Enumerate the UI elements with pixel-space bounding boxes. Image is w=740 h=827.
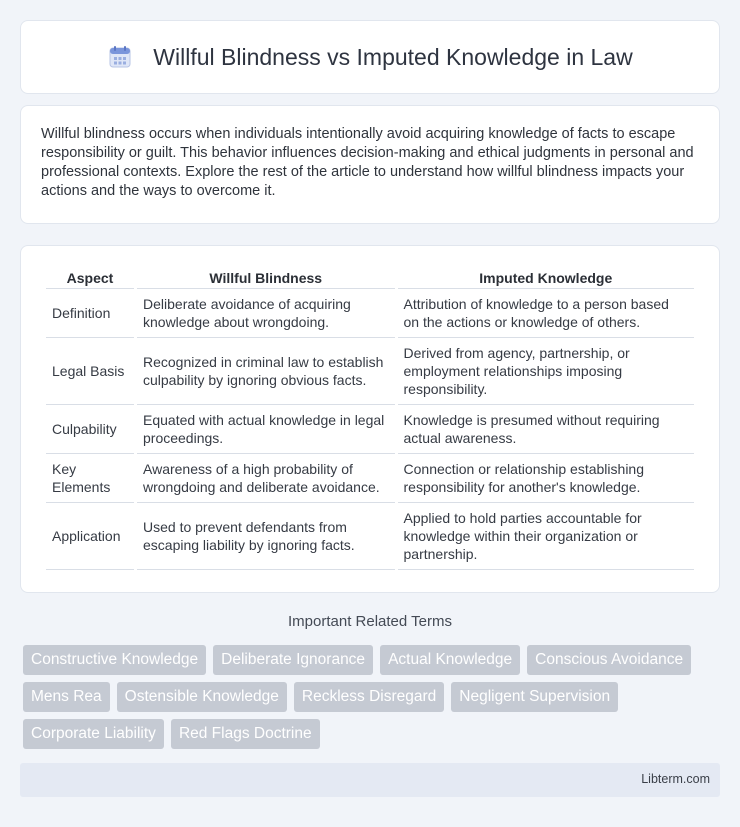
related-term-tag[interactable]: Red Flags Doctrine	[171, 719, 320, 749]
aspect-cell: Legal Basis	[46, 338, 134, 405]
willful-blindness-cell: Recognized in criminal law to establish culpability by ignoring obvious facts.	[137, 338, 395, 405]
related-term-tag[interactable]: Constructive Knowledge	[23, 645, 206, 675]
related-term-tag[interactable]: Mens Rea	[23, 682, 110, 712]
related-term-tag[interactable]: Reckless Disregard	[294, 682, 444, 712]
table-row	[46, 289, 694, 338]
column-header-aspect: Aspect	[46, 266, 134, 289]
related-term-tag[interactable]: Ostensible Knowledge	[117, 682, 287, 712]
column-header-imputed-knowledge: Imputed Knowledge	[398, 266, 694, 289]
willful-blindness-cell: Deliberate avoidance of acquiring knowledge about wrongdoing.	[137, 289, 395, 338]
table-row	[46, 405, 694, 454]
footer-site-link[interactable]: Libterm.com	[641, 772, 710, 786]
intro-card	[20, 105, 720, 224]
imputed-knowledge-cell: Knowledge is presumed without requiring actual awareness.	[398, 405, 694, 454]
related-terms-list	[20, 645, 720, 749]
aspect-cell: Key Elements	[46, 454, 134, 503]
related-term-tag[interactable]: Deliberate Ignorance	[213, 645, 373, 675]
willful-blindness-cell: Equated with actual knowledge in legal proceedings.	[137, 405, 395, 454]
table-row	[46, 454, 694, 503]
imputed-knowledge-cell: Attribution of knowledge to a person based on the actions or knowledge of others.	[398, 289, 694, 338]
willful-blindness-cell: Used to prevent defendants from escaping liability by ignoring facts.	[137, 503, 395, 570]
aspect-cell: Culpability	[46, 405, 134, 454]
related-term-tag[interactable]: Actual Knowledge	[380, 645, 520, 675]
imputed-knowledge-cell: Derived from agency, partnership, or employment relationships imposing responsibility.	[398, 338, 694, 405]
related-term-tag[interactable]: Negligent Supervision	[451, 682, 618, 712]
footer	[20, 763, 720, 797]
comparison-table	[43, 266, 697, 570]
table-header-row	[46, 266, 694, 289]
aspect-cell: Application	[46, 503, 134, 570]
comparison-table-card	[20, 245, 720, 593]
column-header-willful-blindness: Willful Blindness	[137, 266, 395, 289]
related-terms-heading: Important Related Terms	[288, 613, 452, 630]
related-term-tag[interactable]: Conscious Avoidance	[527, 645, 691, 675]
header-card	[20, 20, 720, 94]
aspect-cell: Definition	[46, 289, 134, 338]
imputed-knowledge-cell: Applied to hold parties accountable for knowledge within their organization or partnership.	[398, 503, 694, 570]
table-row	[46, 503, 694, 570]
page-title: Willful Blindness vs Imputed Knowledge in Law	[153, 43, 633, 70]
imputed-knowledge-cell: Connection or relationship establishing responsibility for another's knowledge.	[398, 454, 694, 503]
willful-blindness-cell: Awareness of a high probability of wrongdoing and deliberate avoidance.	[137, 454, 395, 503]
related-term-tag[interactable]: Corporate Liability	[23, 719, 164, 749]
table-row	[46, 338, 694, 405]
calendar-icon	[107, 44, 133, 70]
intro-text: Willful blindness occurs when individuals intentionally avoid acquiring knowledge of facts to escape responsibility or guilt. This behavior influences decision-making and ethical judgments in personal and professional contexts. Explore the rest of the article to understand how willful blindness impacts your actions and the ways to overcome it.	[41, 126, 694, 199]
